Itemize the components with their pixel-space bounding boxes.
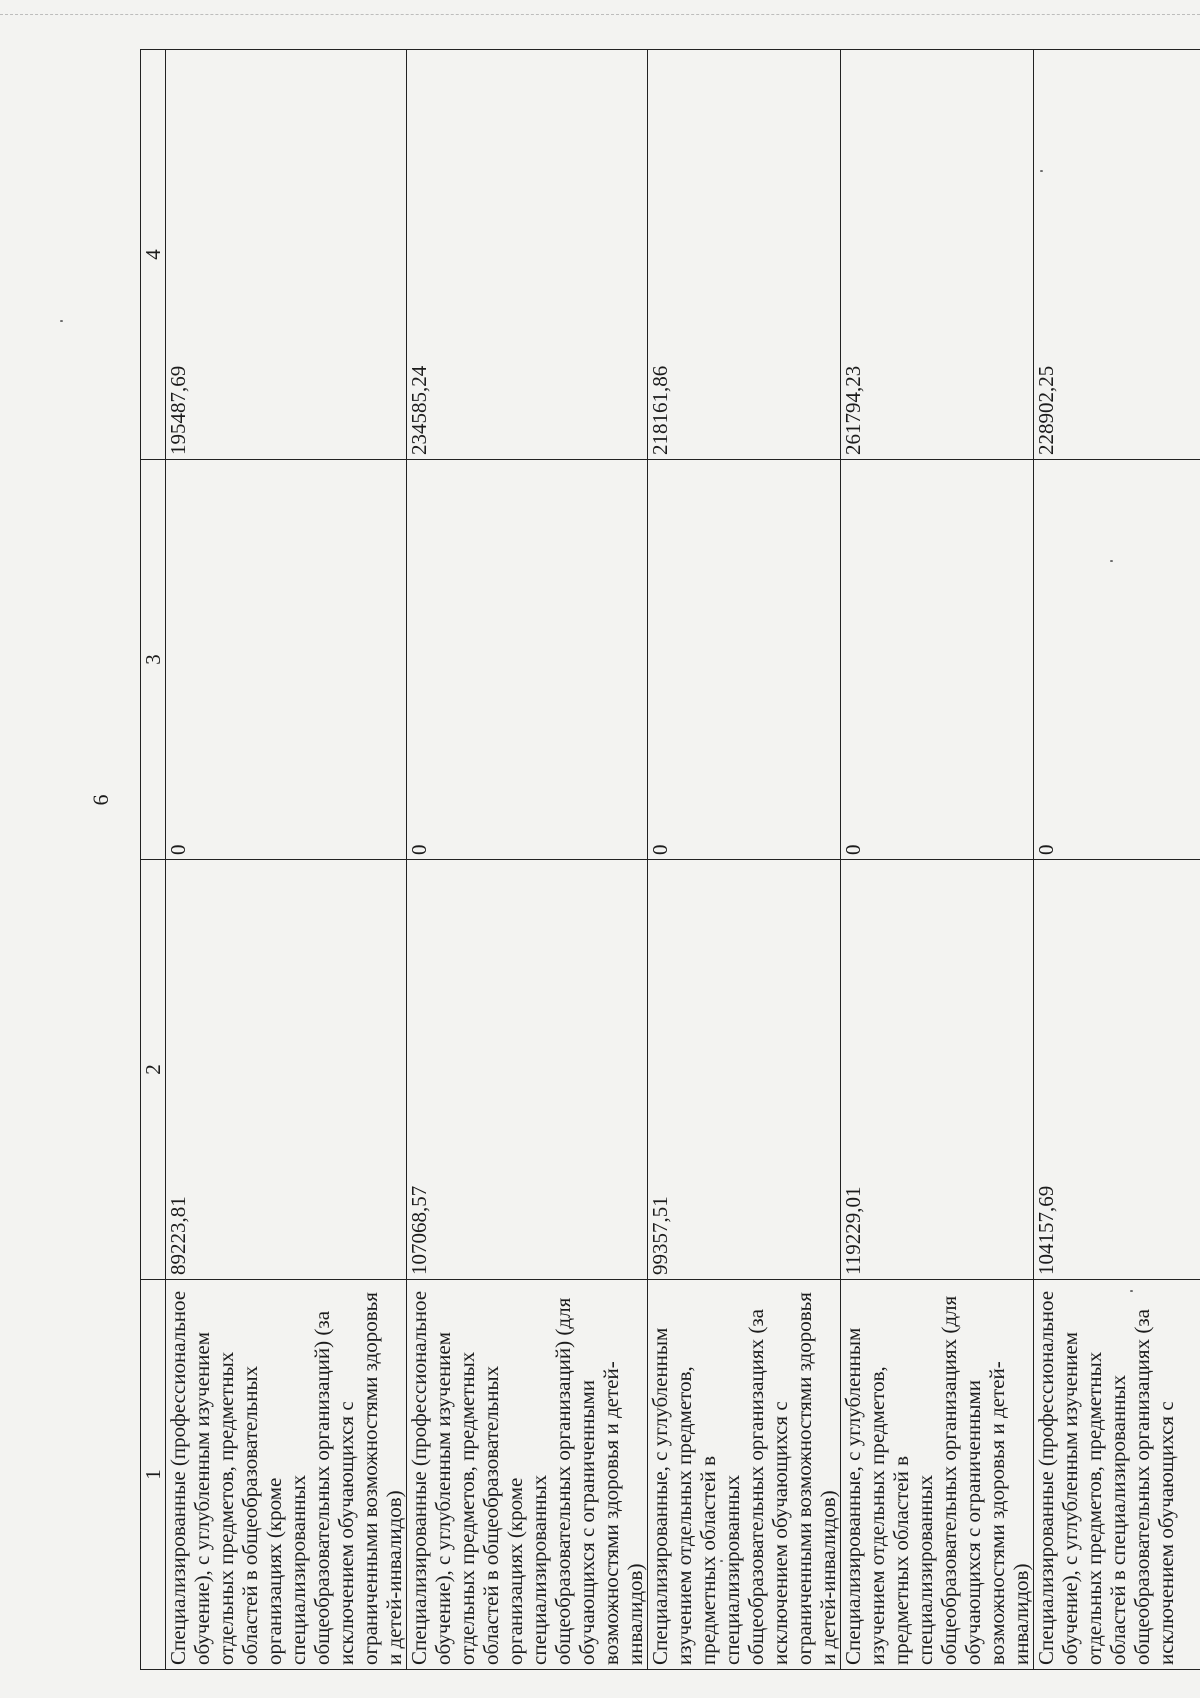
row-name-cell: Специализированные, с углубленным изучением отдельных предметов, предметных областей в специализированных общеобразовательных организациях (за исключением обучающихся с ограниченными возможностями здоровья и детей-инвалидов) — [648, 1280, 841, 1670]
table-row — [1034, 50, 1200, 1670]
table-row — [841, 50, 1034, 1670]
value-cell-col2: 99357,51 — [648, 860, 841, 1280]
value-cell-col4: 218161,86 — [648, 50, 841, 460]
value-cell-col4: 195487,69 — [166, 50, 407, 460]
value-cell-col3: 0 — [841, 460, 1034, 860]
value-cell-col2: 119229,01 — [841, 860, 1034, 1280]
table-header-row — [141, 50, 166, 1670]
scan-edge-line — [0, 14, 1200, 15]
value-cell-col4: 261794,23 — [841, 50, 1034, 460]
value-cell-col2: 107068,57 — [407, 860, 648, 1280]
row-name-cell: Специализированные (профессиональное обучение), с углубленным изучением отдельных предметов, предметных областей в общеобразовательных организациях (кроме специализированных общеобразовательных организаций) (для обучающихся с ограниченными возможностями здоровья и детей-инвалидов) — [407, 1280, 648, 1670]
table-header-cell: 2 — [141, 860, 166, 1280]
cost-table — [140, 49, 1200, 1670]
value-cell-col2: 104157,69 — [1034, 860, 1200, 1280]
row-name-cell: Специализированные (профессиональное обучение), с углубленным изучением отдельных предметов, предметных областей в специализированных общеобразовательных организациях (за исключением обучающихся с — [1034, 1280, 1200, 1670]
table-row — [648, 50, 841, 1670]
table-header-cell: 1 — [141, 1280, 166, 1670]
value-cell-col3: 0 — [166, 460, 407, 860]
value-cell-col3: 0 — [648, 460, 841, 860]
table-header-cell: 3 — [141, 460, 166, 860]
row-name-cell: Специализированные (профессиональное обучение), с углубленным изучением отдельных предметов, предметных областей в общеобразовательных организациях (кроме специализированных общеобразовательных организаций) (за исключением обучающихся с ограниченными возможностями здоровья и детей-инвалидов) — [166, 1280, 407, 1670]
page-number: 6 — [88, 794, 113, 806]
value-cell-col3: 0 — [407, 460, 648, 860]
table-row — [407, 50, 648, 1670]
value-cell-col3: 0 — [1034, 460, 1200, 860]
rotated-page — [28, 30, 1178, 1670]
table-row — [166, 50, 407, 1670]
value-cell-col4: 234585,24 — [407, 50, 648, 460]
value-cell-col4: 228902,25 — [1034, 50, 1200, 460]
row-name-cell: Специализированные, с углубленным изучением отдельных предметов, предметных областей в специализированных общеобразовательных организациях (для обучающихся с ограниченными возможностями здоровья и детей-инвалидов) — [841, 1280, 1034, 1670]
table-header-cell: 4 — [141, 50, 166, 460]
value-cell-col2: 89223,81 — [166, 860, 407, 1280]
